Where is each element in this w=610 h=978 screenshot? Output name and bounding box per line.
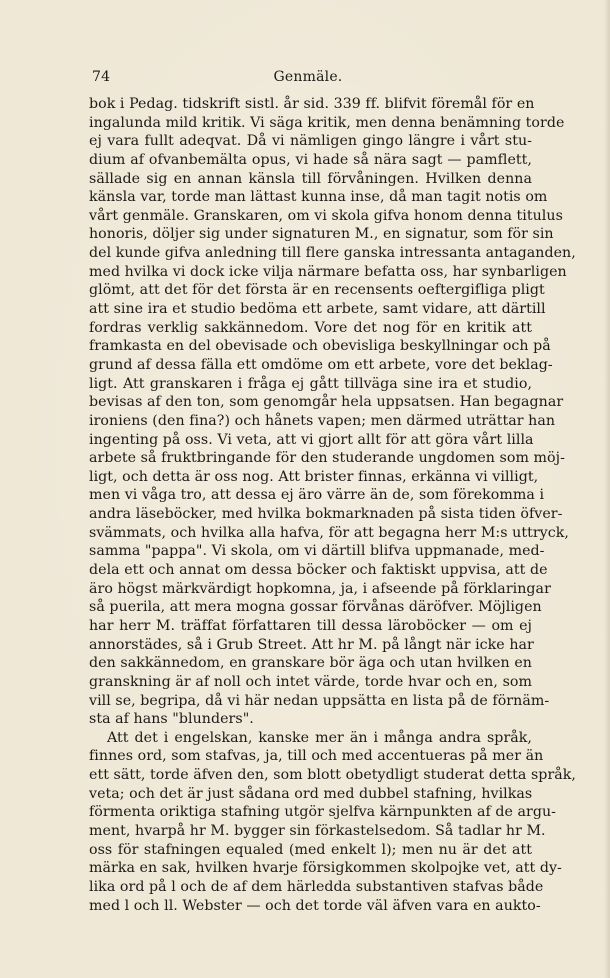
text-line: framkasta en del obevisade och obevisliga beskyllningar och på [89,338,551,355]
text-line: fordras verklig sakkännedom. Vore det nog för en kritik att [89,319,532,336]
text-line: ironiens (den fina?) och hånets vapen; men därmed uträttar han [89,412,556,429]
text-line: ett sätt, torde äfven den, som blott obetydligt studerat detta språk, [89,767,576,784]
text-line: att sine ira et studio bedöma ett arbete, samt vidare, att därtill [89,301,546,318]
text-line: förmenta oriktiga stafning utgör sjelfva kärnpunkten af de argu- [89,804,557,821]
text-line: vill se, begripa, då vi här nedan uppsätta en lista på de förnäm- [89,692,550,709]
text-line: dela ett och annat om dessa böcker och faktiskt uppvisa, att de [89,562,548,579]
text-line: känsla var, torde man lättast kunna inse, då man tagit notis om [89,189,548,206]
text-line: honoris, döljer sig under signaturen M., en signatur, som för sin [89,226,554,243]
text-line: oss för stafningen equaled (med enkelt l); men nu är det att [89,841,532,858]
text-line: märka en sak, hvilken hvarje försigkommen skolpojke vet, att dy- [89,860,562,877]
text-line: den sakkännedom, en granskare bör äga och utan hvilken en [89,655,532,672]
text-line: ligt, och detta är oss nog. Att brister finnas, erkänna vi villigt, [89,468,539,485]
text-line: med l och ll. Webster — och det torde väl äfven vara en aukto- [89,897,541,914]
text-line: ingalunda mild kritik. Vi säga kritik, men denna benämning torde [89,114,565,131]
text-line: granskning är af noll och intet värde, torde hvar och en, som [89,673,532,690]
text-line: bok i Pedag. tidskrift sistl. år sid. 339 ff. blifvit föremål för en [89,96,535,112]
text-line: arbete så fruktbringande för den studerande ungdomen som möj- [89,450,565,467]
text-line: dium af ofvanbemälta opus, vi hade så nära sagt — pamflett, [89,151,532,168]
text-line: ej vara fullt adeqvat. Då vi nämligen gingo längre i vårt stu- [89,133,532,150]
paragraph-start-line: Att det i engelskan, kanske mer än i många andra språk, [107,729,532,746]
paragraph-end-line: sta af hans "blunders". [89,711,254,728]
text-line: annorstädes, så i Grub Street. Att hr M. på långt när icke har [89,636,534,653]
page-edge-shadow [604,0,610,978]
text-line: bevisas af den ton, som genomgår hela uppsatsen. Han begagnar [89,394,564,411]
running-title: Genmäle. [273,69,343,85]
page-number: 74 [92,69,111,85]
text-line: äro högst märkvärdigt hopkomna, ja, i afseende på förklaringar [89,580,551,597]
text-line: veta; och det är just sådana ord med dubbel stafning, hvilkas [89,785,533,802]
text-line: men vi våga tro, att dessa ej äro värre än de, som förekomma i [89,487,545,504]
text-line: grund af dessa fälla ett omdöme om ett arbete, vore det beklag- [89,356,553,373]
page-header [88,69,528,89]
text-line: sällade sig en annan känsla till förvåningen. Hvilken denna [89,170,532,187]
text-line: ment, hvarpå hr M. bygger sin förkastelsedom. Så tadlar hr M. [89,822,546,839]
text-line: ingenting på oss. Vi veta, att vi gjort allt för att göra vårt lilla [89,431,534,448]
text-line: vårt genmäle. Granskaren, om vi skola gifva honom denna titulus [89,207,563,224]
text-line: svämmats, och hvilka alla hafva, för att begagna herr M:s uttryck, [89,524,569,541]
text-line: lika ord på l och de af dem härledda substantiven stafvas både [89,878,544,895]
text-line: andra läseböcker, med hvilka bokmarknaden på sista tiden öfver- [89,506,563,523]
text-line: del kunde gifva anledning till flere ganska intressanta antaganden, [89,245,576,262]
text-line: finnes ord, som stafvas, ja, till och med accentueras på mer än [89,748,544,765]
text-line: med hvilka vi dock icke vilja närmare befatta oss, har synbarligen [89,263,567,280]
body-text [89,95,576,915]
text-line: glömt, att det för det första är en recensents oeftergifliga pligt [89,282,545,299]
text-line: samma "pappa". Vi skola, om vi därtill blifva uppmanade, med- [89,543,545,560]
text-line: har herr M. träffat författaren till dessa läroböcker — om ej [89,617,532,634]
text-line: så puerila, att mera mogna gossar förvånas däröfver. Möjligen [89,599,542,616]
text-line: ligt. Att granskaren i fråga ej gått tillväga sine ira et studio, [89,375,532,392]
